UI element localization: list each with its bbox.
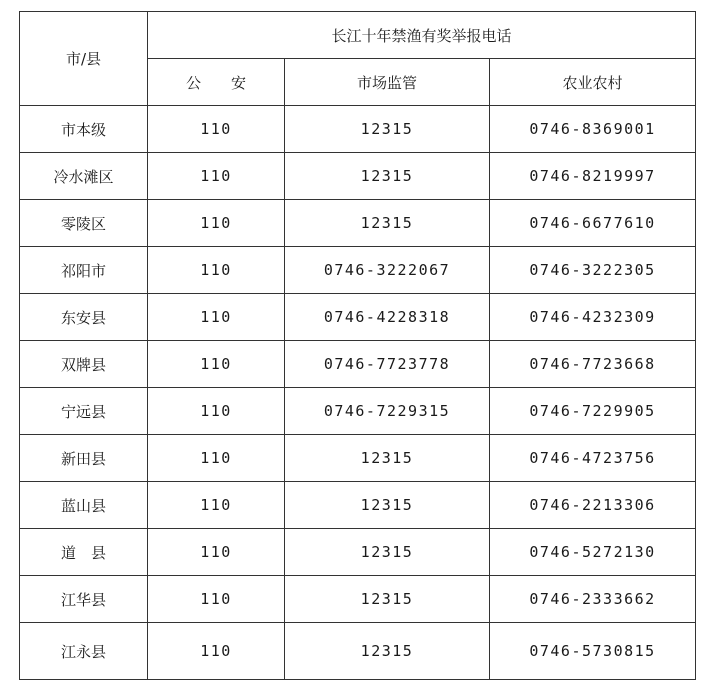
header-row-group [20, 12, 696, 59]
police-number-cell: 110 [148, 435, 285, 482]
market-supervision-number-cell: 12315 [285, 482, 490, 529]
market-supervision-number-cell: 12315 [285, 200, 490, 247]
hotline-table [19, 11, 696, 680]
table-row [20, 341, 696, 388]
market-supervision-number-cell: 12315 [285, 576, 490, 623]
market-supervision-number-cell: 0746-7723778 [285, 341, 490, 388]
table-row [20, 200, 696, 247]
market-supervision-number-cell: 12315 [285, 106, 490, 153]
table-row [20, 247, 696, 294]
market-supervision-number-cell: 12315 [285, 435, 490, 482]
market-supervision-number-cell: 0746-3222067 [285, 247, 490, 294]
agriculture-number-cell: 0746-4232309 [490, 294, 696, 341]
table-row [20, 623, 696, 680]
region-cell: 冷水滩区 [20, 153, 148, 200]
agriculture-number-cell: 0746-5272130 [490, 529, 696, 576]
police-number-cell: 110 [148, 200, 285, 247]
market-supervision-number-cell: 12315 [285, 529, 490, 576]
table-row [20, 435, 696, 482]
agriculture-number-cell: 0746-7723668 [490, 341, 696, 388]
region-header: 市/县 [20, 12, 148, 106]
market-supervision-number-cell: 12315 [285, 153, 490, 200]
agriculture-number-cell: 0746-8219997 [490, 153, 696, 200]
region-cell: 蓝山县 [20, 482, 148, 529]
region-cell: 新田县 [20, 435, 148, 482]
agriculture-number-cell: 0746-4723756 [490, 435, 696, 482]
agriculture-header: 农业农村 [490, 59, 696, 106]
table-row [20, 294, 696, 341]
region-cell: 零陵区 [20, 200, 148, 247]
market-supervision-number-cell: 0746-4228318 [285, 294, 490, 341]
police-number-cell: 110 [148, 106, 285, 153]
police-number-cell: 110 [148, 247, 285, 294]
table-row [20, 153, 696, 200]
region-cell: 宁远县 [20, 388, 148, 435]
police-number-cell: 110 [148, 482, 285, 529]
police-number-cell: 110 [148, 388, 285, 435]
region-cell: 江华县 [20, 576, 148, 623]
region-cell: 东安县 [20, 294, 148, 341]
agriculture-number-cell: 0746-2333662 [490, 576, 696, 623]
market-supervision-header: 市场监管 [285, 59, 490, 106]
police-number-cell: 110 [148, 623, 285, 680]
police-number-cell: 110 [148, 529, 285, 576]
agriculture-number-cell: 0746-7229905 [490, 388, 696, 435]
region-cell: 江永县 [20, 623, 148, 680]
table-row [20, 529, 696, 576]
table-row [20, 576, 696, 623]
police-number-cell: 110 [148, 576, 285, 623]
hotline-group-header: 长江十年禁渔有奖举报电话 [148, 12, 696, 59]
region-cell: 道 县 [20, 529, 148, 576]
agriculture-number-cell: 0746-3222305 [490, 247, 696, 294]
table-body [20, 106, 696, 680]
market-supervision-number-cell: 0746-7229315 [285, 388, 490, 435]
police-number-cell: 110 [148, 294, 285, 341]
police-header: 公 安 [148, 59, 285, 106]
region-cell: 祁阳市 [20, 247, 148, 294]
region-cell: 双牌县 [20, 341, 148, 388]
table-row [20, 482, 696, 529]
agriculture-number-cell: 0746-6677610 [490, 200, 696, 247]
region-cell: 市本级 [20, 106, 148, 153]
table-row [20, 388, 696, 435]
police-number-cell: 110 [148, 153, 285, 200]
agriculture-number-cell: 0746-2213306 [490, 482, 696, 529]
agriculture-number-cell: 0746-8369001 [490, 106, 696, 153]
market-supervision-number-cell: 12315 [285, 623, 490, 680]
agriculture-number-cell: 0746-5730815 [490, 623, 696, 680]
table-row [20, 106, 696, 153]
police-number-cell: 110 [148, 341, 285, 388]
